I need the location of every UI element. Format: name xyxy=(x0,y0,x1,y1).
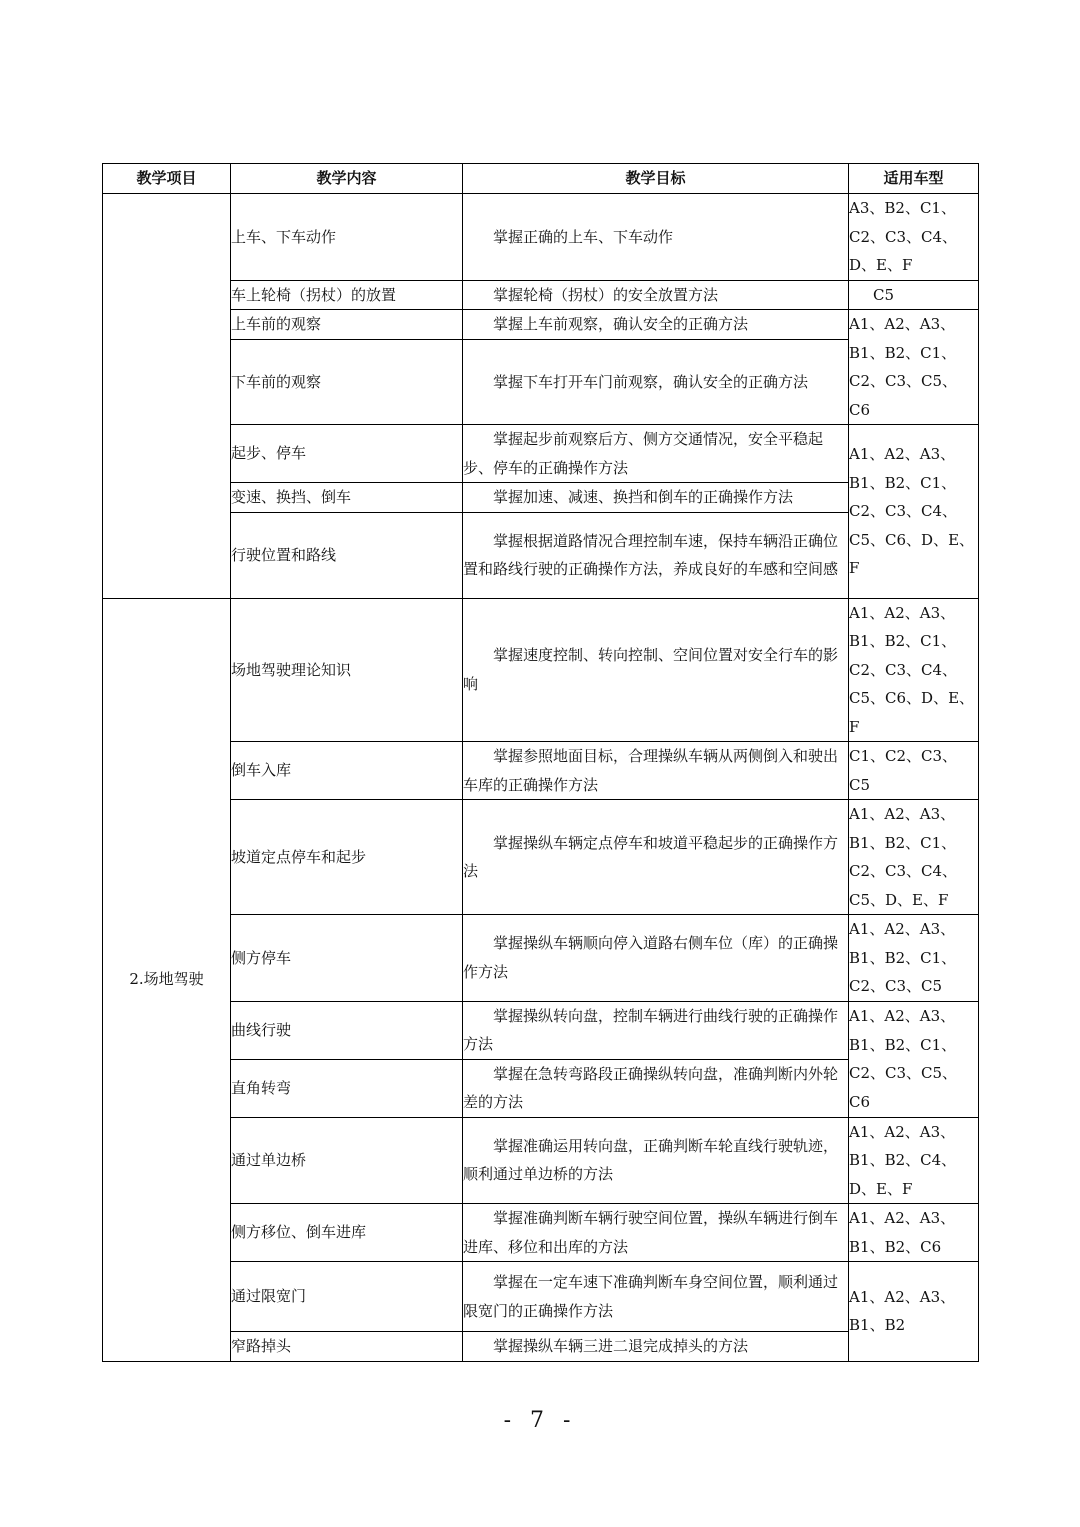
goal-cell: 掌握准确判断车辆行驶空间位置，操纵车辆进行倒车进库、移位和出库的方法 xyxy=(463,1204,849,1262)
content-cell: 侧方移位、倒车进库 xyxy=(231,1204,463,1262)
content-cell: 曲线行驶 xyxy=(231,1001,463,1059)
table-row xyxy=(103,800,979,915)
header-project: 教学项目 xyxy=(103,164,231,194)
page-number: - 7 - xyxy=(503,1408,577,1433)
content-cell: 窄路掉头 xyxy=(231,1332,463,1362)
vehicle-types-cell: C5 xyxy=(849,280,979,310)
goal-cell: 掌握轮椅（拐杖）的安全放置方法 xyxy=(463,280,849,310)
table-row xyxy=(103,1117,979,1204)
goal-cell: 掌握起步前观察后方、侧方交通情况，安全平稳起步、停车的正确操作方法 xyxy=(463,425,849,483)
content-cell: 侧方停车 xyxy=(231,915,463,1002)
content-cell: 通过单边桥 xyxy=(231,1117,463,1204)
table-row xyxy=(103,1204,979,1262)
goal-cell: 掌握操纵车辆顺向停入道路右侧车位（库）的正确操作方法 xyxy=(463,915,849,1002)
content-cell: 场地驾驶理论知识 xyxy=(231,598,463,742)
header-goal: 教学目标 xyxy=(463,164,849,194)
goal-cell: 掌握速度控制、转向控制、空间位置对安全行车的影响 xyxy=(463,598,849,742)
content-cell: 车上轮椅（拐杖）的放置 xyxy=(231,280,463,310)
table-row xyxy=(103,1332,979,1362)
goal-cell: 掌握参照地面目标，合理操纵车辆从两侧倒入和驶出车库的正确操作方法 xyxy=(463,742,849,800)
content-cell: 通过限宽门 xyxy=(231,1262,463,1332)
vehicle-types-cell: A1、A2、A3、B1、B2、C1、C2、C3、C4、C5、C6、D、E、F xyxy=(849,425,979,599)
header-vehicle-types: 适用车型 xyxy=(849,164,979,194)
table-row xyxy=(103,280,979,310)
goal-cell: 掌握正确的上车、下车动作 xyxy=(463,194,849,281)
table-row xyxy=(103,742,979,800)
vehicle-types-cell: A1、A2、A3、B1、B2、C1、C2、C3、C4、C5、D、E、F xyxy=(849,800,979,915)
vehicle-types-cell: A1、A2、A3、B1、B2、C4、D、E、F xyxy=(849,1117,979,1204)
table-row xyxy=(103,483,979,513)
content-cell: 下车前的观察 xyxy=(231,339,463,424)
goal-cell: 掌握下车打开车门前观察，确认安全的正确方法 xyxy=(463,339,849,424)
goal-cell: 掌握加速、减速、换挡和倒车的正确操作方法 xyxy=(463,483,849,513)
content-cell: 行驶位置和路线 xyxy=(231,512,463,598)
vehicle-types-cell: A1、A2、A3、B1、B2、C1、C2、C3、C5、C6 xyxy=(849,1001,979,1117)
table-header-row xyxy=(103,164,979,194)
goal-cell: 掌握操纵车辆定点停车和坡道平稳起步的正确操作方法 xyxy=(463,800,849,915)
content-cell: 倒车入库 xyxy=(231,742,463,800)
content-cell: 上车、下车动作 xyxy=(231,194,463,281)
goal-cell: 掌握准确运用转向盘，正确判断车轮直线行驶轨迹，顺利通过单边桥的方法 xyxy=(463,1117,849,1204)
vehicle-types-cell: A1、A2、A3、B1、B2、C1、C2、C3、C4、C5、C6、D、E、F xyxy=(849,598,979,742)
vehicle-types-cell: A1、A2、A3、B1、B2 xyxy=(849,1262,979,1362)
goal-cell: 掌握在急转弯路段正确操纵转向盘，准确判断内外轮差的方法 xyxy=(463,1059,849,1117)
goal-cell: 掌握根据道路情况合理控制车速，保持车辆沿正确位置和路线行驶的正确操作方法，养成良好的车感和空间感 xyxy=(463,512,849,598)
table-row xyxy=(103,1001,979,1059)
vehicle-types-cell: A1、A2、A3、B1、B2、C6 xyxy=(849,1204,979,1262)
vehicle-types-cell: C1、C2、C3、C5 xyxy=(849,742,979,800)
table-row xyxy=(103,425,979,483)
goal-cell: 掌握操纵转向盘，控制车辆进行曲线行驶的正确操作方法 xyxy=(463,1001,849,1059)
content-cell: 上车前的观察 xyxy=(231,310,463,340)
vehicle-types-cell: A3、B2、C1、C2、C3、C4、D、E、F xyxy=(849,194,979,281)
table-row xyxy=(103,1059,979,1117)
table-row xyxy=(103,598,979,742)
content-cell: 起步、停车 xyxy=(231,425,463,483)
project-cell: 2.场地驾驶 xyxy=(103,598,231,1361)
vehicle-types-cell: A1、A2、A3、B1、B2、C1、C2、C3、C5 xyxy=(849,915,979,1002)
content-cell: 直角转弯 xyxy=(231,1059,463,1117)
goal-cell: 掌握在一定车速下准确判断车身空间位置，顺利通过限宽门的正确操作方法 xyxy=(463,1262,849,1332)
content-cell: 变速、换挡、倒车 xyxy=(231,483,463,513)
table-row xyxy=(103,194,979,281)
table-row xyxy=(103,339,979,424)
syllabus-table xyxy=(102,163,979,1362)
content-cell: 坡道定点停车和起步 xyxy=(231,800,463,915)
header-content: 教学内容 xyxy=(231,164,463,194)
vehicle-types-cell: A1、A2、A3、B1、B2、C1、C2、C3、C5、C6 xyxy=(849,310,979,425)
goal-cell: 掌握操纵车辆三进二退完成掉头的方法 xyxy=(463,1332,849,1362)
table-row xyxy=(103,915,979,1002)
project-cell-previous xyxy=(103,194,231,599)
table-row xyxy=(103,512,979,598)
table-row xyxy=(103,1262,979,1332)
goal-cell: 掌握上车前观察，确认安全的正确方法 xyxy=(463,310,849,340)
table-row xyxy=(103,310,979,340)
